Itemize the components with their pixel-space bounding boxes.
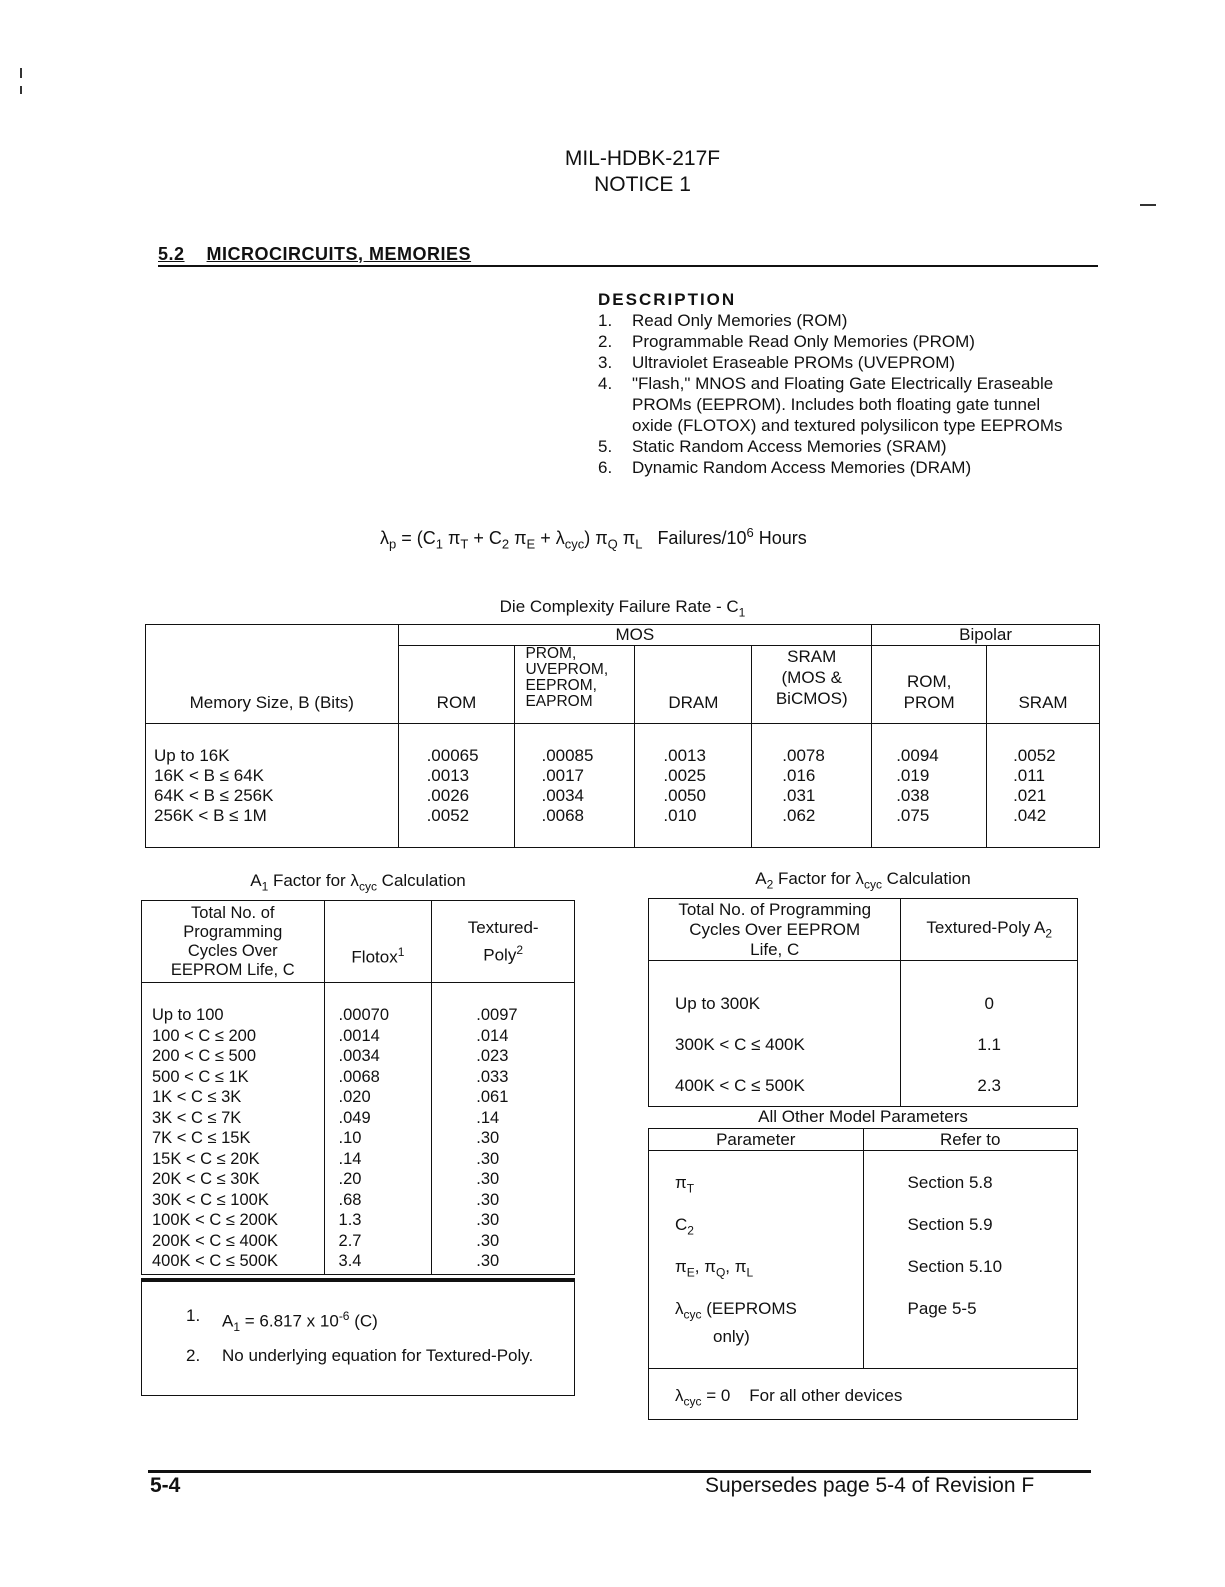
a1-flotox-header: Flotox$^1$ [324,901,432,983]
a1-table-caption: $A_1$ Factor for $\lambda_{cyc}$ Calculation [250,871,466,894]
parameter-list: $\pi_T$ $C_2$ $\pi_E$, $\pi_Q$, $\pi_L$ $\lambda_{cyc}$ (EEPROMS only) [649,1151,864,1369]
a2-cycle-rows: Up to 300K 300K < C ≤ 400K 400K < C ≤ 500K [649,961,901,1107]
a1-note: 1. $A_1 = 6.817$ x $10^{-6}$ (C) [186,1306,378,1335]
header-line-2: NOTICE 1 [594,173,691,196]
a1-cycles-header: Total No. of Programming Cycles Over EEPROM Life, C [142,901,325,983]
section-rule [158,265,1098,267]
parameter-header: Parameter [649,1129,864,1151]
section-name: MICROCIRCUITS, MEMORIES [206,244,472,264]
a1-notes [141,1278,575,1396]
col-prom: PROM, UVEPROM, EEPROM, EAPROM [515,646,635,724]
description-item: 6. Dynamic Random Access Memories (DRAM) [598,458,972,477]
col-rom-prom-bipolar: ROM, PROM [872,646,987,724]
sram-mos-values: .0078 .016 .031 .062 [752,724,872,848]
col-dram: DRAM [635,646,752,724]
col-rom: ROM [398,646,515,724]
col-sram-mos: SRAM (MOS & BiCMOS) [752,646,872,724]
a2-table-caption: $A_2$ Factor for $\lambda_{cyc}$ Calculation [755,869,971,892]
prom-values: .00085 .0017 .0034 .0068 [515,724,635,848]
rom-values: .00065 .0013 .0026 .0052 [398,724,515,848]
die-complexity-table [145,624,1100,848]
lcyc-zero-note: $\lambda_{cyc} = 0$ For all other devices [648,1368,1078,1420]
sram-bipolar-values: .0052 .011 .021 .042 [987,724,1100,848]
a2-cycles-header: Total No. of Programming Cycles Over EEPROM Life, C [649,899,901,961]
description-item: 1. Read Only Memories (ROM) [598,311,848,330]
a1-note: 2. No underlying equation for Textured-Poly. [186,1346,534,1366]
supersedes-note: Supersedes page 5-4 of Revision F [705,1474,1035,1497]
a2-textured-header: Textured-Poly $A_2$ [901,899,1078,961]
a1-cycle-rows: Up to 100 100 < C ≤ 200 200 < C ≤ 500 500 < C ≤ 1K 1K < C ≤ 3K 3K < C ≤ 7K 7K < C ≤ 15K 15K < C ≤ 20K 20K < C ≤ 30K 30K < C ≤ 100K 100K < C ≤ 200K 200K < C ≤ 400K 400K < C ≤ 500K [142,983,325,1275]
description-item: 4. "Flash," MNOS and Floating Gate Electrically Eraseable PROMs (EEPROM). Includes both floating gate tunnel oxide (FLOTOX) and textured polysilicon type EEPROMs [598,374,1063,435]
a1-flotox-values: .00070 .0014 .0034 .0068 .020 .049 .10 .14 .20 .68 1.3 2.7 3.4 [324,983,432,1275]
col-sram-bipolar: SRAM [987,646,1100,724]
description-item: 3. Ultraviolet Eraseable PROMs (UVEPROM) [598,353,956,372]
document-header [0,146,1225,198]
footer-rule [148,1470,1091,1473]
description-item: 5. Static Random Access Memories (SRAM) [598,437,947,456]
memory-size-header: Memory Size, B (Bits) [146,625,399,724]
a2-values: 0 1.1 2.3 [901,961,1078,1107]
page-number: 5-4 [150,1474,181,1497]
mos-group-header: MOS [398,625,872,646]
a1-textured-header: Textured- Poly$^2$ [432,901,575,983]
margin-mark [1140,204,1156,206]
bipolar-group-header: Bipolar [872,625,1100,646]
description-item: 2. Programmable Read Only Memories (PROM) [598,332,975,351]
a1-factor-table [141,900,575,1275]
description-block [598,289,1072,478]
reference-list: Section 5.8 Section 5.9 Section 5.10 Page 5-5 [863,1151,1077,1369]
other-params-table [648,1128,1078,1369]
c1-table-caption: Die Complexity Failure Rate - $C_1$ [499,597,746,620]
failure-rate-formula: $\lambda_p = (C_1$ $\pi_T + C_2$ $\pi_E + \lambda_{cyc}$) $\pi_Q$ $\pi_L$ Failures/$10^6$ Hours [380,525,807,552]
section-title [158,244,471,265]
margin-mark [20,86,22,94]
description-title: DESCRIPTION [598,290,737,309]
header-line-1: MIL-HDBK-217F [564,147,721,170]
refer-to-header: Refer to [863,1129,1077,1151]
a1-textured-values: .0097 .014 .023 .033 .061 .14 .30 .30 .30 .30 .30 .30 .30 [432,983,575,1275]
rom-prom-bipolar-values: .0094 .019 .038 .075 [872,724,987,848]
margin-mark [20,68,22,78]
a2-factor-table [648,898,1078,1107]
other-params-caption: All Other Model Parameters [758,1107,968,1126]
dram-values: .0013 .0025 .0050 .010 [635,724,752,848]
section-number: 5.2 [158,244,185,264]
memory-size-rows: Up to 16K 16K < B ≤ 64K 64K < B ≤ 256K 256K < B ≤ 1M [146,724,399,848]
